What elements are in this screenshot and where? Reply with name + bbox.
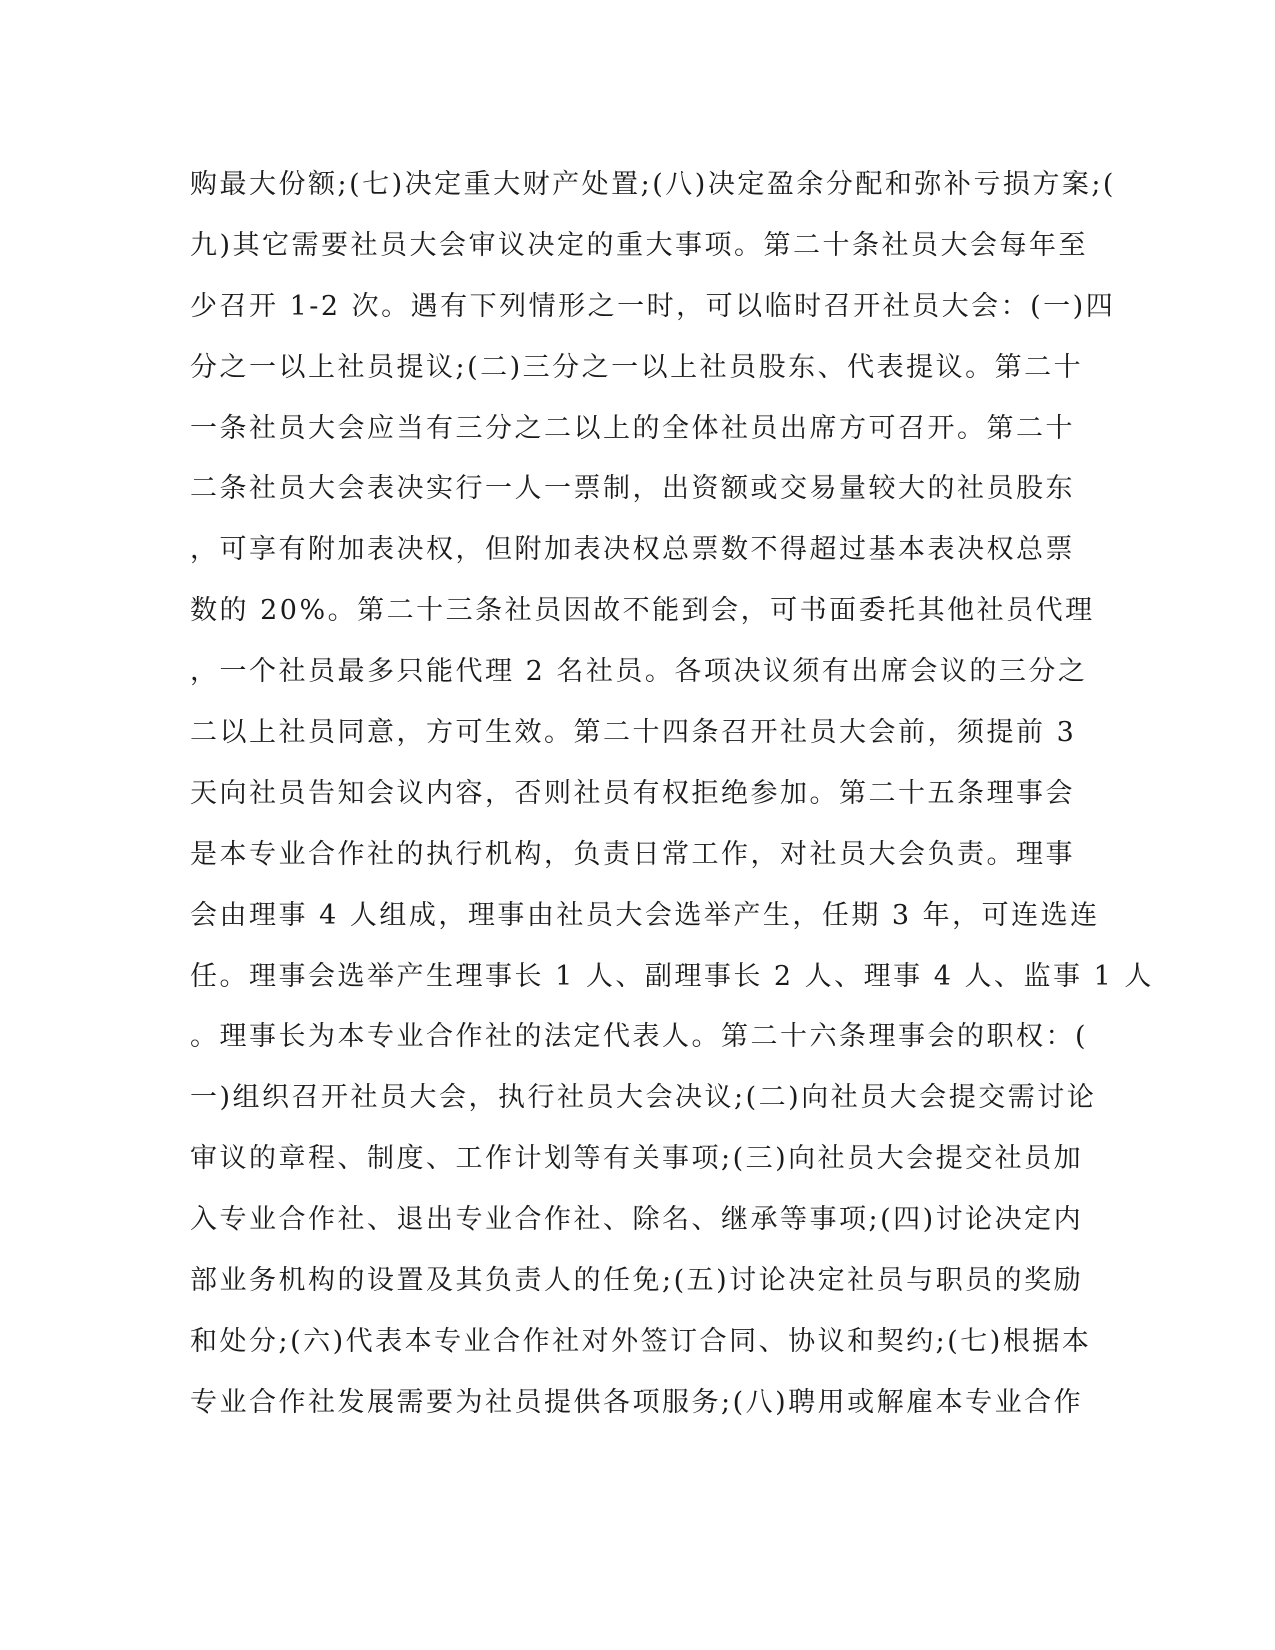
text-line: 专业合作社发展需要为社员提供各项服务;(八)聘用或解雇本专业合作 — [190, 1386, 1084, 1418]
text-line: 部业务机构的设置及其负责人的任免;(五)讨论决定社员与职员的奖励 — [190, 1265, 1084, 1297]
text-line: 少召开 1-2 次。遇有下列情形之一时，可以临时召开社员大会：(一)四 — [190, 290, 1116, 322]
text-line: 一条社员大会应当有三分之二以上的全体社员出席方可召开。第二十 — [190, 412, 1075, 444]
text-line: 天向社员告知会议内容，否则社员有权拒绝参加。第二十五条理事会 — [190, 777, 1075, 809]
text-line: ，一个社员最多只能代理 2 名社员。各项决议须有出席会议的三分之 — [190, 656, 1088, 688]
text-line: 是本专业合作社的执行机构，负责日常工作，对社员大会负责。理事 — [190, 838, 1075, 870]
body-text — [190, 167, 1154, 1446]
text-line: 。理事长为本专业合作社的法定代表人。第二十六条理事会的职权：( — [190, 1021, 1089, 1053]
text-line: 任。理事会选举产生理事长 1 人、副理事长 2 人、理事 4 人、监事 1 人 — [190, 960, 1154, 992]
text-line: 一)组织召开社员大会，执行社员大会决议;(二)向社员大会提交需讨论 — [190, 1082, 1097, 1114]
text-line: 九)其它需要社员大会审议决定的重大事项。第二十条社员大会每年至 — [190, 229, 1089, 261]
text-line: 和处分;(六)代表本专业合作社对外签订合同、协议和契约;(七)根据本 — [190, 1325, 1092, 1357]
text-line: 二条社员大会表决实行一人一票制，出资额或交易量较大的社员股东 — [190, 473, 1075, 505]
text-line: ，可享有附加表决权，但附加表决权总票数不得超过基本表决权总票 — [190, 534, 1075, 566]
text-line: 购最大份额;(七)决定重大财产处置;(八)决定盈余分配和弥补亏损方案;( — [190, 169, 1116, 200]
text-line: 会由理事 4 人组成，理事由社员大会选举产生，任期 3 年，可连选连 — [190, 899, 1100, 931]
text-line: 二以上社员同意，方可生效。第二十四条召开社员大会前，须提前 3 — [190, 717, 1077, 749]
text-line: 分之一以上社员提议;(二)三分之一以上社员股东、代表提议。第二十 — [190, 351, 1084, 383]
text-line: 审议的章程、制度、工作计划等有关事项;(三)向社员大会提交社员加 — [190, 1143, 1084, 1175]
text-line: 入专业合作社、退出专业合作社、除名、继承等事项;(四)讨论决定内 — [190, 1204, 1084, 1236]
text-line: 数的 20%。第二十三条社员因故不能到会，可书面委托其他社员代理 — [190, 595, 1095, 627]
